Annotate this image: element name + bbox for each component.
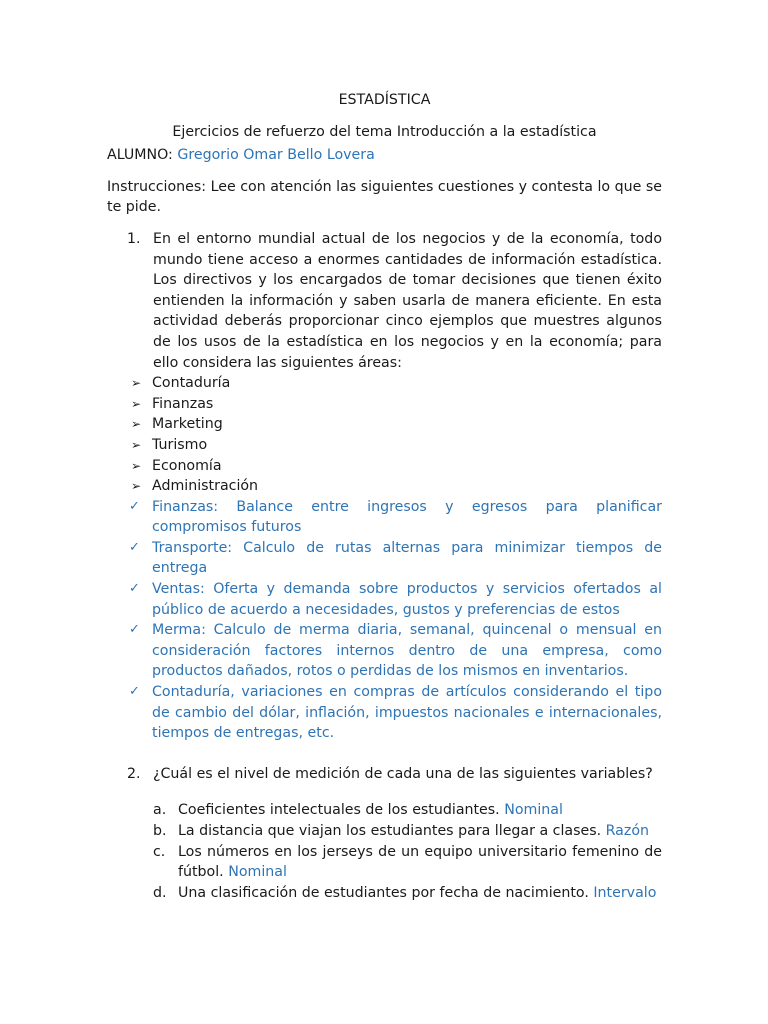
answer-text: Transporte: Calculo de rutas alternas para minimizar tiempos de entrega bbox=[152, 539, 662, 577]
checkmark-icon: ✓ bbox=[129, 581, 140, 597]
item-text: Los números en los jerseys de un equipo universitario femenino de fútbol. bbox=[178, 843, 662, 881]
student-line bbox=[107, 145, 662, 166]
list-item bbox=[131, 414, 662, 435]
answers-list bbox=[107, 497, 662, 744]
answer-item bbox=[107, 497, 662, 538]
answer-text: Merma: Calculo de merma diaria, semanal, quincenal o mensual en consideración factores internos dentro de una empresa, como productos dañados, rotos o perdidas de los mismos en inventarios. bbox=[152, 622, 662, 680]
spacer bbox=[107, 744, 662, 764]
item-answer: Nominal bbox=[228, 864, 287, 881]
list-item bbox=[131, 373, 662, 394]
question-number: 1. bbox=[127, 230, 141, 247]
document-title: ESTADÍSTICA bbox=[338, 92, 431, 108]
spacer bbox=[107, 784, 662, 800]
checkmark-icon: ✓ bbox=[129, 539, 140, 555]
arrow-bullet-icon: ➢ bbox=[131, 437, 142, 452]
document-subtitle: Ejercicios de refuerzo del tema Introducción a la estadística bbox=[172, 123, 597, 140]
answer-item bbox=[107, 538, 662, 579]
student-label: ALUMNO: bbox=[107, 147, 178, 164]
list-item bbox=[107, 842, 662, 883]
item-letter: c. bbox=[153, 843, 166, 860]
instructions: Instrucciones: Lee con atención las siguientes cuestiones y contesta lo que se te pide. bbox=[107, 178, 662, 216]
measurement-list bbox=[107, 800, 662, 903]
page-content bbox=[107, 90, 662, 903]
arrow-bullet-icon: ➢ bbox=[131, 479, 142, 494]
arrow-bullet-icon: ➢ bbox=[131, 376, 142, 391]
list-item bbox=[107, 883, 662, 904]
areas-list bbox=[107, 373, 662, 497]
checkmark-icon: ✓ bbox=[129, 498, 140, 514]
checkmark-icon: ✓ bbox=[129, 684, 140, 700]
question-number: 2. bbox=[127, 765, 141, 782]
question-text: En el entorno mundial actual de los negocios y de la economía, todo mundo tiene acceso a enormes cantidades de información estadística. Los directivos y los encargados de tomar decisiones que tienen éxito entienden la información y saben usarla de manera eficiente. En esta actividad deberás proporcionar cinco ejemplos que muestres algunos de los usos de la estadística en los negocios y en la economía; para ello considera las siguientes áreas: bbox=[153, 230, 662, 371]
answer-item bbox=[107, 579, 662, 620]
list-item bbox=[131, 476, 662, 497]
area-label: Turismo bbox=[152, 436, 208, 453]
area-label: Administración bbox=[152, 478, 259, 495]
area-label: Contaduría bbox=[152, 375, 231, 392]
answer-text: Finanzas: Balance entre ingresos y egresos para planificar compromisos futuros bbox=[152, 498, 662, 536]
list-item bbox=[107, 800, 662, 821]
area-label: Marketing bbox=[152, 416, 223, 433]
question-text: ¿Cuál es el nivel de medición de cada una de las siguientes variables? bbox=[153, 765, 653, 782]
answer-text: Ventas: Oferta y demanda sobre productos y servicios ofertados al público de acuerdo a necesidades, gustos y preferencias de estos bbox=[152, 581, 662, 618]
question-2 bbox=[107, 764, 662, 785]
list-item bbox=[107, 821, 662, 842]
item-letter: b. bbox=[153, 823, 167, 839]
list-item bbox=[131, 435, 662, 456]
item-answer: Razón bbox=[605, 823, 649, 839]
item-text: Coeficientes intelectuales de los estudiantes. bbox=[178, 802, 505, 819]
answer-item bbox=[107, 682, 662, 744]
arrow-bullet-icon: ➢ bbox=[131, 396, 142, 411]
item-letter: d. bbox=[153, 884, 167, 901]
student-name: Gregorio Omar Bello Lovera bbox=[177, 147, 375, 164]
arrow-bullet-icon: ➢ bbox=[131, 417, 142, 432]
question-1 bbox=[107, 229, 662, 373]
item-text: La distancia que viajan los estudiantes para llegar a clases. bbox=[178, 823, 606, 839]
answer-item bbox=[107, 620, 662, 682]
answer-text: Contaduría, variaciones en compras de artículos considerando el tipo de cambio del dólar, inflación, impuestos nacionales e internacionales, tiempos de entregas, etc. bbox=[152, 684, 662, 742]
item-answer: Nominal bbox=[504, 802, 563, 819]
checkmark-icon: ✓ bbox=[129, 622, 140, 638]
area-label: Economía bbox=[152, 457, 222, 474]
arrow-bullet-icon: ➢ bbox=[131, 458, 142, 473]
list-item bbox=[131, 394, 662, 415]
area-label: Finanzas bbox=[152, 395, 214, 412]
item-answer: Intervalo bbox=[593, 884, 657, 901]
list-item bbox=[131, 456, 662, 477]
item-text-wrap bbox=[178, 883, 662, 904]
item-text-wrap bbox=[178, 842, 662, 883]
item-text-wrap bbox=[178, 821, 662, 842]
item-text-wrap bbox=[178, 800, 662, 821]
item-text: Una clasificación de estudiantes por fecha de nacimiento. bbox=[178, 884, 594, 901]
item-letter: a. bbox=[153, 802, 167, 819]
